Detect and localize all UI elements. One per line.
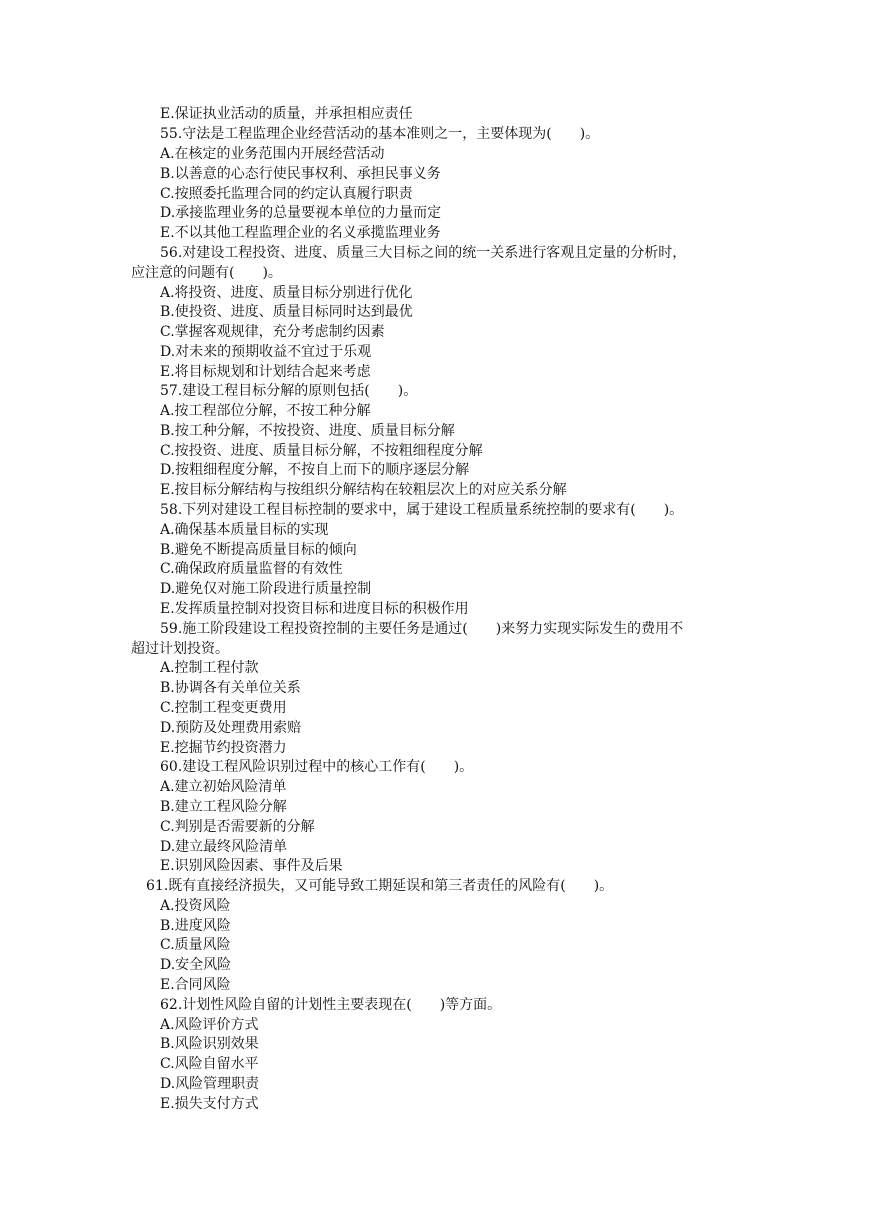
question-62: 62.计划性风险自留的计划性主要表现在( )等方面。 <box>160 997 502 1013</box>
option-line: E.损失支付方式 <box>160 1096 259 1112</box>
option-line: D.避免仅对施工阶段进行质量控制 <box>160 581 372 597</box>
option-line: A.控制工程付款 <box>160 660 259 676</box>
option-line: C.掌握客观规律，充分考虑制约因素 <box>160 324 385 340</box>
question-58: 58.下列对建设工程目标控制的要求中，属于建设工程质量系统控制的要求有( )。 <box>160 502 684 518</box>
option-line: B.使投资、进度、质量目标同时达到最优 <box>160 304 413 320</box>
option-line: A.在核定的业务范围内开展经营活动 <box>160 146 385 162</box>
option-line: D.按粗细程度分解，不按自上而下的顺序逐层分解 <box>160 462 470 478</box>
option-line: A.风险评价方式 <box>160 1017 259 1033</box>
question-56-continued: 应注意的问题有( )。 <box>131 265 282 281</box>
option-line: E.保证执业活动的质量，并承担相应责任 <box>160 106 413 122</box>
option-line: A.投资风险 <box>160 898 231 914</box>
question-56: 56.对建设工程投资、进度、质量三大目标之间的统一关系进行客观且定量的分析时， <box>160 245 687 261</box>
option-line: C.按投资、进度、质量目标分解，不按粗细程度分解 <box>160 443 483 459</box>
option-line: C.判别是否需要新的分解 <box>160 819 315 835</box>
option-line: E.合同风险 <box>160 977 231 993</box>
option-line: B.避免不断提高质量目标的倾向 <box>160 542 357 558</box>
option-line: B.协调各有关单位关系 <box>160 680 301 696</box>
option-line: D.承接监理业务的总量要视本单位的力量而定 <box>160 205 442 221</box>
option-line: E.识别风险因素、事件及后果 <box>160 858 343 874</box>
option-line: B.按工种分解，不按投资、进度、质量目标分解 <box>160 423 455 439</box>
question-61: 61.既有直接经济损失，又可能导致工期延误和第三者责任的风险有( )。 <box>146 878 614 894</box>
option-line: D.安全风险 <box>160 957 232 973</box>
question-55: 55.守法是工程监理企业经营活动的基本准则之一，主要体现为( )。 <box>160 126 600 142</box>
option-line: B.建立工程风险分解 <box>160 799 287 815</box>
option-line: A.按工程部位分解，不按工种分解 <box>160 403 371 419</box>
option-line: C.质量风险 <box>160 937 231 953</box>
option-line: C.风险自留水平 <box>160 1056 259 1072</box>
option-line: E.挖掘节约投资潜力 <box>160 740 287 756</box>
option-line: E.将目标规划和计划结合起来考虑 <box>160 364 371 380</box>
question-59-continued: 超过计划投资。 <box>131 641 229 657</box>
option-line: A.确保基本质量目标的实现 <box>160 522 329 538</box>
option-line: B.以善意的心态行使民事权利、承担民事义务 <box>160 166 441 182</box>
option-line: C.确保政府质量监督的有效性 <box>160 561 343 577</box>
option-line: D.建立最终风险清单 <box>160 839 288 855</box>
option-line: A.将投资、进度、质量目标分别进行优化 <box>160 285 413 301</box>
option-line: D.风险管理职责 <box>160 1076 260 1092</box>
question-57: 57.建设工程目标分解的原则包括( )。 <box>160 383 418 399</box>
option-line: D.对未来的预期收益不宜过于乐观 <box>160 344 372 360</box>
option-line: E.发挥质量控制对投资目标和进度目标的积极作用 <box>160 601 469 617</box>
option-line: B.进度风险 <box>160 918 231 934</box>
question-59: 59.施工阶段建设工程投资控制的主要任务是通过( )来努力实现实际发生的费用不 <box>160 621 684 637</box>
option-line: E.按目标分解结构与按组织分解结构在较粗层次上的对应关系分解 <box>160 482 567 498</box>
option-line: C.按照委托监理合同的约定认真履行职责 <box>160 186 413 202</box>
option-line: E.不以其他工程监理企业的名义承揽监理业务 <box>160 225 441 241</box>
question-60: 60.建设工程风险识别过程中的核心工作有( )。 <box>160 759 474 775</box>
option-line: B.风险识别效果 <box>160 1036 259 1052</box>
option-line: A.建立初始风险清单 <box>160 779 287 795</box>
option-line: C.控制工程变更费用 <box>160 700 287 716</box>
option-line: D.预防及处理费用索赔 <box>160 720 302 736</box>
